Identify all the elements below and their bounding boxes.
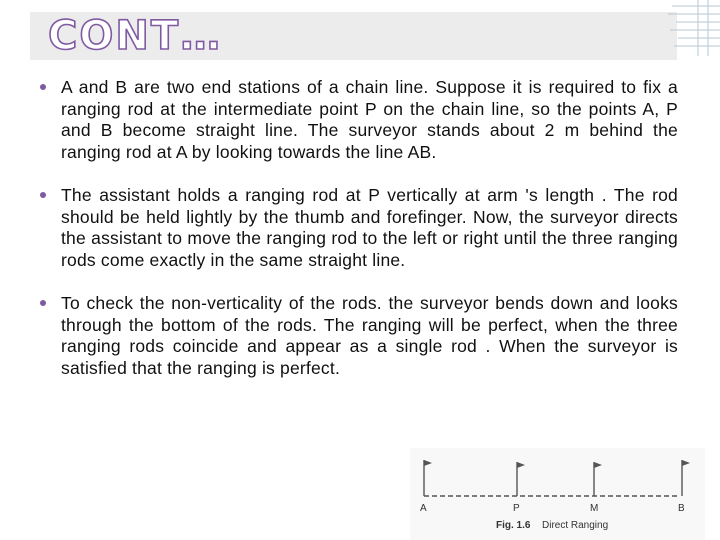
- bullet-dot: [40, 300, 46, 306]
- figure-caption-text: Direct Ranging: [542, 520, 609, 531]
- bullet-text: To check the non-verticality of the rods. the surveyor bends down and looks through the bottom of the rods. The ranging will be perfect, when the three ranging rods coincide and appear as a single rod . When the surveyor is satisfied that the ranging is perfect.: [61, 293, 678, 378]
- point-label-p: P: [513, 503, 520, 514]
- bullet-item: [30, 185, 678, 271]
- point-label-m: M: [590, 503, 599, 514]
- direct-ranging-figure: [410, 448, 705, 540]
- bullet-dot: [40, 84, 46, 90]
- bullet-item: [30, 77, 678, 163]
- slide-title: CONT…: [48, 13, 223, 59]
- bullet-text: A and B are two end stations of a chain line. Suppose it is required to fix a ranging rod at the intermediate point P on the chain line, so the points A, P and B become straight line. The surveyor stands about 2 m behind the ranging rod at A by looking towards the line AB.: [61, 77, 678, 162]
- bullet-item: [30, 293, 678, 379]
- point-label-a: A: [420, 503, 427, 514]
- figure-caption-number: Fig. 1.6: [496, 520, 531, 531]
- bullet-dot: [40, 192, 46, 198]
- point-label-b: B: [678, 503, 685, 514]
- bullet-text: The assistant holds a ranging rod at P vertically at arm 's length . The rod should be held lightly by the thumb and forefinger. Now, the surveyor directs the assistant to move the ranging rod to the left or right until the three ranging rods come exactly in the same straight line.: [61, 185, 678, 270]
- corner-decoration: [668, 0, 720, 56]
- bullet-list: [30, 77, 678, 401]
